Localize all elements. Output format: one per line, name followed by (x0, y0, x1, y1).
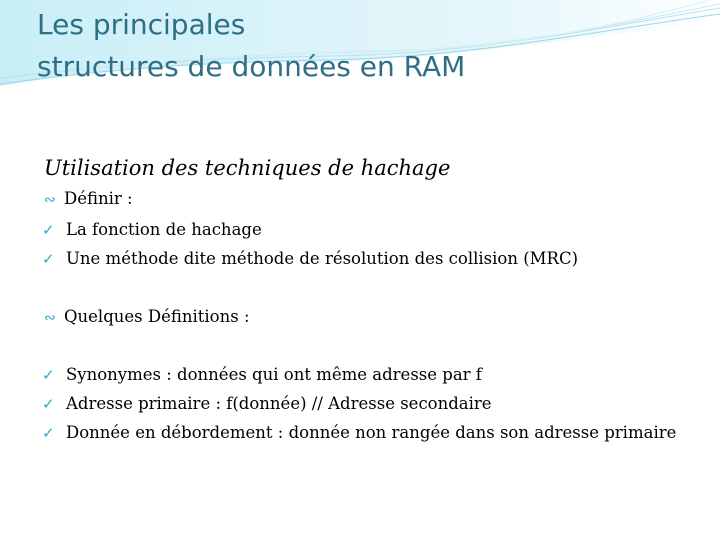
wave-bullet-icon: ∾ (44, 310, 56, 326)
list-item: Une méthode dite méthode de résolution des collision (MRC) (66, 249, 579, 268)
subtitle: Utilisation des techniques de hachage (44, 156, 451, 180)
section-heading: Définir : (64, 189, 133, 208)
section-definitions (44, 306, 250, 329)
checkmark-icon: ✓ (42, 250, 55, 268)
wave-bullet-icon: ∾ (44, 192, 56, 208)
checkmark-icon: ✓ (42, 424, 55, 442)
checkmark-icon: ✓ (42, 221, 55, 239)
title-line-1: Les principales (37, 8, 246, 41)
title-line-2: structures de données en RAM (37, 50, 466, 83)
checkmark-icon: ✓ (42, 395, 55, 413)
list-item: La fonction de hachage (66, 220, 262, 239)
checkmark-icon: ✓ (42, 366, 55, 384)
list-item: Donnée en débordement : donnée non rangée dans son adresse primaire (66, 423, 677, 442)
section-heading: Quelques Définitions : (64, 307, 250, 326)
list-item: Adresse primaire : f(donnée) // Adresse secondaire (66, 394, 492, 413)
list-item: Synonymes : données qui ont même adresse par f (66, 365, 482, 384)
section-definir (44, 188, 133, 211)
